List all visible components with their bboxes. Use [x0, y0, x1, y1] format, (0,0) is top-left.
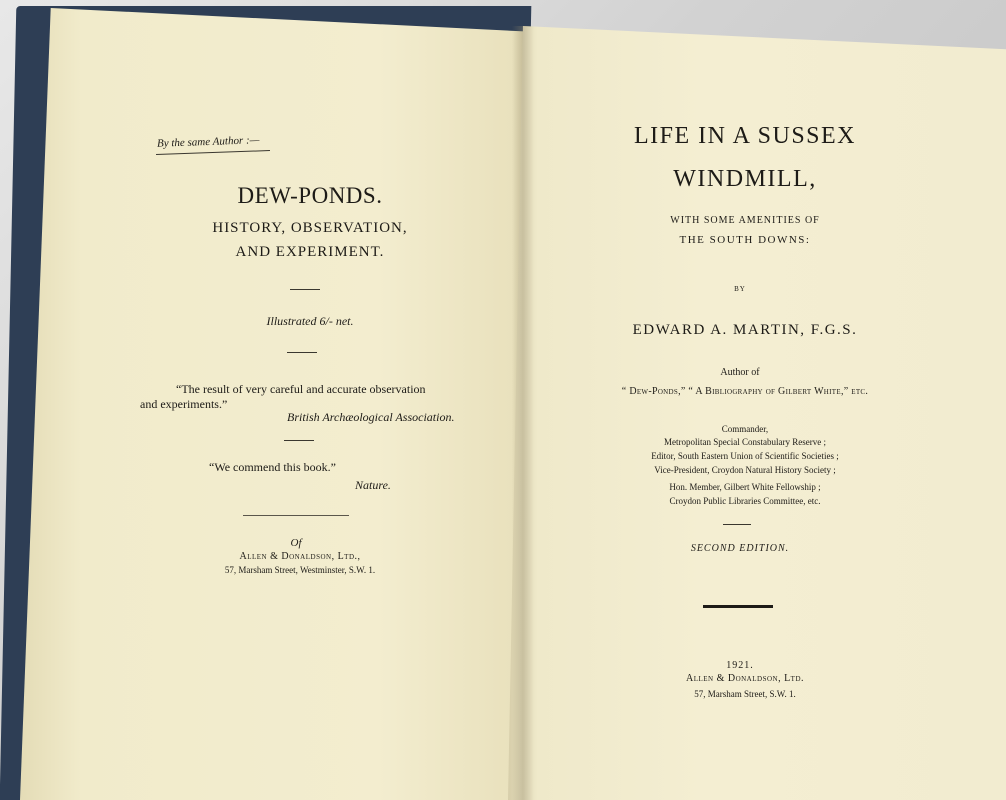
by-label: BY: [734, 285, 746, 293]
thick-divider: [703, 605, 773, 608]
divider: [243, 515, 349, 516]
by-same-author-label: By the same Author :—: [156, 134, 260, 150]
quote-1-source: British Archæological Association.: [287, 410, 455, 424]
credential-line: Croydon Public Libraries Committee, etc.: [669, 496, 821, 506]
credential-line: Vice-President, Croydon Natural History Society ;: [654, 465, 836, 475]
quote-2: “We commend this book.”: [209, 460, 337, 474]
left-subtitle-1: HISTORY, OBSERVATION,: [212, 220, 408, 236]
right-subtitle-1: WITH SOME AMENITIES OF: [670, 215, 820, 226]
right-title-line-1: LIFE IN A SUSSEX: [633, 123, 857, 149]
divider: [284, 440, 314, 441]
divider: [290, 289, 320, 290]
author-of-label: Author of: [720, 367, 760, 378]
left-page: [20, 8, 532, 800]
divider: [287, 352, 317, 353]
edition-label: SECOND EDITION.: [690, 543, 790, 554]
left-publisher: Allen & Donaldson, Ltd.,: [239, 551, 361, 562]
right-address: 57, Marsham Street, S.W. 1.: [694, 689, 796, 699]
quote-1-line-2: and experiments.”: [140, 397, 228, 411]
credential-line: Hon. Member, Gilbert White Fellowship ;: [669, 482, 821, 492]
of-label: Of: [290, 537, 302, 549]
right-publisher: Allen & Donaldson, Ltd.: [685, 673, 805, 684]
credential-line: Editor, South Eastern Union of Scientific Societies ;: [651, 451, 839, 461]
left-address: 57, Marsham Street, Westminster, S.W. 1.: [224, 565, 376, 575]
year: 1921.: [726, 660, 754, 671]
right-title-line-2: WINDMILL,: [673, 166, 817, 192]
credential-line: Commander,: [721, 424, 769, 434]
book-gutter: [512, 26, 534, 800]
left-subtitle-2: AND EXPERIMENT.: [235, 244, 385, 260]
left-title: DEW-PONDS.: [237, 183, 383, 208]
divider: [723, 524, 751, 525]
author-name: EDWARD A. MARTIN, F.G.S.: [632, 322, 858, 338]
credential-line: Metropolitan Special Constabulary Reserve ;: [664, 437, 826, 447]
price-line: Illustrated 6/- net.: [266, 314, 354, 328]
author-works: “ Dew-Ponds,” “ A Bibliography of Gilbert White,” etc.: [621, 386, 869, 397]
quote-2-source: Nature.: [355, 478, 391, 492]
right-subtitle-2: THE SOUTH DOWNS:: [679, 234, 811, 246]
quote-1-line-1: “The result of very careful and accurate observation: [176, 382, 426, 396]
